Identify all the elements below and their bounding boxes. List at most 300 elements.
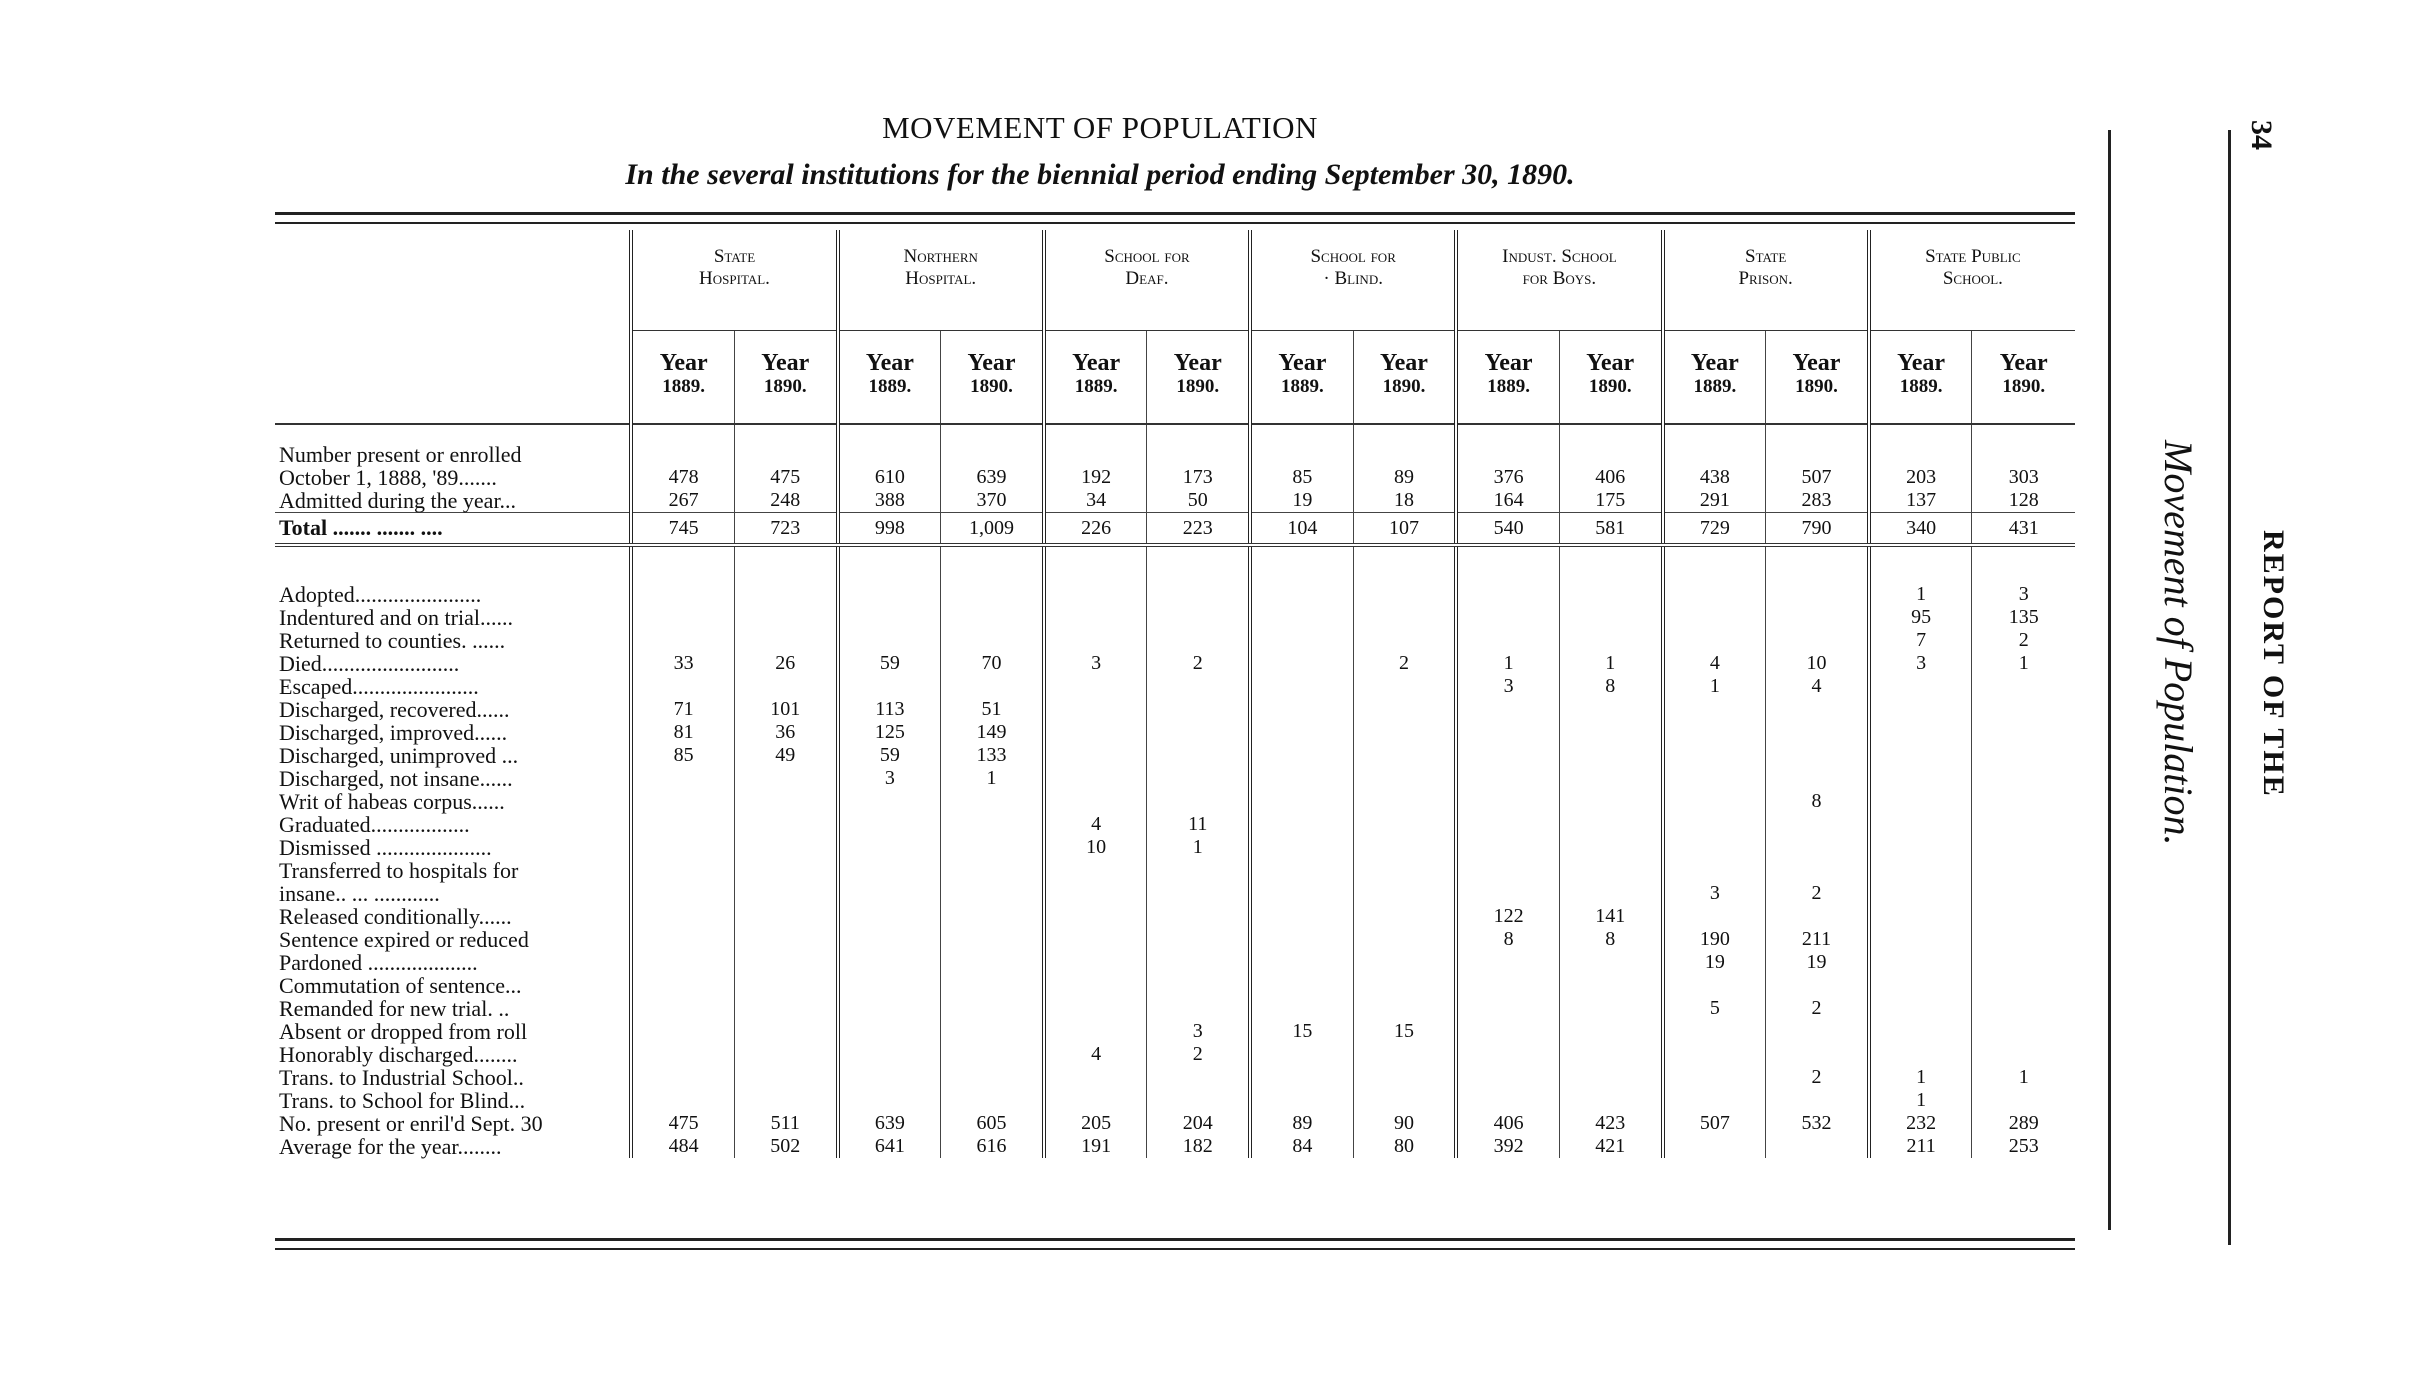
value-cell [1766, 698, 1869, 721]
institution-name-line2: Prison. [1738, 268, 1793, 289]
value-cell [1147, 767, 1250, 790]
value-cell [1869, 675, 1972, 698]
value-cell: 8 [1766, 790, 1869, 813]
value-cell: 431 [1972, 513, 2075, 546]
value-cell [941, 443, 1044, 466]
value-cell [1456, 744, 1559, 767]
value-cell: 125 [838, 721, 941, 744]
value-cell: 89 [1250, 1112, 1353, 1135]
value-cell [1250, 744, 1353, 767]
year-header-row [275, 331, 2075, 425]
row-label: Escaped....................... [279, 674, 479, 699]
value-cell [1147, 905, 1250, 928]
value-cell [1869, 928, 1972, 951]
spacer-cell [1250, 565, 1353, 583]
value-cell [1353, 974, 1456, 997]
value-cell [941, 790, 1044, 813]
value-cell: 1 [1147, 836, 1250, 859]
row-label: Discharged, improved...... [279, 720, 508, 745]
value-cell [734, 905, 837, 928]
spacer-cell [1766, 565, 1869, 583]
value-cell [1250, 790, 1353, 813]
value-cell [1250, 882, 1353, 905]
year-value: 1889. [1899, 376, 1943, 397]
year-column-header [1044, 331, 1147, 425]
table-row [275, 1135, 2075, 1158]
value-cell: 5 [1663, 997, 1766, 1020]
value-cell: 4 [1044, 1043, 1147, 1066]
institution-header [631, 230, 837, 331]
table-row [275, 1066, 2075, 1089]
spacer-cell [1663, 424, 1766, 443]
value-cell [1456, 997, 1559, 1020]
value-cell [1044, 790, 1147, 813]
value-cell [1044, 606, 1147, 629]
value-cell [1559, 1089, 1662, 1112]
value-cell [1559, 744, 1662, 767]
spacer-cell [1972, 565, 2075, 583]
value-cell [1353, 1043, 1456, 1066]
value-cell: 232 [1869, 1112, 1972, 1135]
value-cell [631, 974, 734, 997]
value-cell: 49 [734, 744, 837, 767]
value-cell [631, 997, 734, 1020]
value-cell [1044, 974, 1147, 997]
value-cell [1250, 974, 1353, 997]
value-cell [631, 675, 734, 698]
value-cell: 133 [941, 744, 1044, 767]
spacer-cell [734, 424, 837, 443]
value-cell [1456, 813, 1559, 836]
row-label: Discharged, unimproved ... [279, 743, 519, 768]
value-cell [734, 790, 837, 813]
value-cell [1869, 997, 1972, 1020]
value-cell [1766, 629, 1869, 652]
row-label: Discharged, not insane...... [279, 766, 513, 791]
value-cell [1353, 767, 1456, 790]
value-cell [838, 790, 941, 813]
value-cell: 406 [1456, 1112, 1559, 1135]
spacer-cell [1353, 424, 1456, 443]
value-cell [1559, 997, 1662, 1020]
value-cell [1456, 836, 1559, 859]
value-cell [941, 1066, 1044, 1089]
value-cell [838, 583, 941, 606]
value-cell [734, 951, 837, 974]
value-cell: 84 [1250, 1135, 1353, 1158]
spacer-cell [1044, 424, 1147, 443]
value-cell [631, 1020, 734, 1043]
value-cell [1869, 767, 1972, 790]
value-cell [1044, 583, 1147, 606]
value-cell [1456, 1089, 1559, 1112]
value-cell [1456, 698, 1559, 721]
spacer-cell [1147, 565, 1250, 583]
row-label: No. present or enril'd Sept. 30 [279, 1111, 543, 1136]
year-label: Year [1484, 350, 1533, 376]
spacer-row [275, 545, 2075, 565]
institution-header [1250, 230, 1456, 331]
institution-name-line2: Deaf. [1125, 268, 1169, 289]
value-cell [1972, 1043, 2075, 1066]
value-cell: 122 [1456, 905, 1559, 928]
value-cell [631, 1089, 734, 1112]
spacer-cell [1663, 565, 1766, 583]
row-label: Released conditionally...... [279, 904, 512, 929]
value-cell [1353, 721, 1456, 744]
value-cell [1559, 882, 1662, 905]
value-cell: 1 [941, 767, 1044, 790]
value-cell: 11 [1147, 813, 1250, 836]
year-value: 1890. [1795, 376, 1838, 397]
value-cell [734, 1089, 837, 1112]
page-number: 34 [2245, 120, 2278, 150]
value-cell: 8 [1559, 675, 1662, 698]
spacer-cell [1456, 565, 1559, 583]
spacer-cell [1044, 565, 1147, 583]
row-label: Pardoned .................... [279, 950, 478, 975]
value-cell: 2 [1972, 629, 2075, 652]
value-cell [1250, 698, 1353, 721]
value-cell [1250, 997, 1353, 1020]
table-row [275, 1043, 2075, 1066]
value-cell [1972, 836, 2075, 859]
value-cell [941, 606, 1044, 629]
value-cell: 226 [1044, 513, 1147, 546]
value-cell [1147, 859, 1250, 882]
value-cell [838, 928, 941, 951]
table-row [275, 813, 2075, 836]
value-cell [1663, 721, 1766, 744]
value-cell [1147, 928, 1250, 951]
value-cell [631, 1066, 734, 1089]
value-cell [1147, 629, 1250, 652]
value-cell [1147, 1089, 1250, 1112]
row-label: Indentured and on trial...... [279, 605, 513, 630]
value-cell: 205 [1044, 1112, 1147, 1135]
value-cell [1559, 1066, 1662, 1089]
spacer-cell [1663, 545, 1766, 565]
value-cell [941, 1089, 1044, 1112]
table-row [275, 744, 2075, 767]
value-cell [941, 997, 1044, 1020]
value-cell [1044, 882, 1147, 905]
row-label: Absent or dropped from roll [279, 1019, 528, 1044]
value-cell: 18 [1353, 489, 1456, 513]
value-cell [631, 790, 734, 813]
spacer-cell [1972, 424, 2075, 443]
spacer-cell [1250, 424, 1353, 443]
value-cell: 475 [734, 466, 837, 489]
value-cell [941, 951, 1044, 974]
year-column-header [1766, 331, 1869, 425]
value-cell [1147, 790, 1250, 813]
value-cell: 605 [941, 1112, 1044, 1135]
spacer-cell [1766, 424, 1869, 443]
spacer-cell [1869, 424, 1972, 443]
value-cell [1044, 629, 1147, 652]
margin-bar-left [2108, 130, 2111, 1230]
value-cell [734, 629, 837, 652]
table-row [275, 652, 2075, 675]
value-cell: 370 [941, 489, 1044, 513]
value-cell: 7 [1869, 629, 1972, 652]
value-cell [1869, 721, 1972, 744]
value-cell [1353, 790, 1456, 813]
value-cell [734, 813, 837, 836]
spacer-cell [1456, 424, 1559, 443]
value-cell [941, 1020, 1044, 1043]
value-cell: 95 [1869, 606, 1972, 629]
table-row [275, 698, 2075, 721]
row-label: Trans. to School for Blind... [279, 1088, 526, 1113]
value-cell [838, 629, 941, 652]
value-cell: 502 [734, 1135, 837, 1158]
value-cell [1250, 721, 1353, 744]
value-cell: 745 [631, 513, 734, 546]
value-cell: 729 [1663, 513, 1766, 546]
value-cell [1766, 836, 1869, 859]
value-cell [1559, 629, 1662, 652]
spacer-cell [631, 424, 734, 443]
institution-name-line2: Hospital. [699, 268, 770, 289]
value-cell [1972, 997, 2075, 1020]
value-cell [1972, 1020, 2075, 1043]
row-label: insane.. ... ............ [279, 881, 440, 906]
value-cell [1456, 790, 1559, 813]
spacer-cell [1972, 545, 2075, 565]
value-cell: 137 [1869, 489, 1972, 513]
value-cell [838, 606, 941, 629]
institution-name-line2: Hospital. [905, 268, 977, 289]
value-cell [734, 767, 837, 790]
value-cell [1044, 859, 1147, 882]
value-cell [1972, 905, 2075, 928]
value-cell [631, 882, 734, 905]
value-cell [1766, 744, 1869, 767]
institution-name-line2: · Blind. [1323, 268, 1383, 289]
value-cell [941, 836, 1044, 859]
table-row [275, 790, 2075, 813]
value-cell: 3 [1663, 882, 1766, 905]
value-cell [941, 675, 1044, 698]
year-label: Year [1792, 350, 1841, 376]
value-cell: 376 [1456, 466, 1559, 489]
spacer-row [275, 565, 2075, 583]
row-label: Transferred to hospitals for [279, 858, 519, 883]
value-cell: 182 [1147, 1135, 1250, 1158]
value-cell [1147, 974, 1250, 997]
value-cell: 406 [1559, 466, 1662, 489]
year-column-header [1456, 331, 1559, 425]
value-cell [1456, 951, 1559, 974]
value-cell [1250, 1066, 1353, 1089]
value-cell [1147, 698, 1250, 721]
value-cell: 507 [1766, 466, 1869, 489]
spacer-cell [1147, 424, 1250, 443]
year-label: Year [1897, 350, 1946, 376]
year-label: Year [1379, 350, 1428, 376]
value-cell: 790 [1766, 513, 1869, 546]
value-cell: 421 [1559, 1135, 1662, 1158]
value-cell [1147, 443, 1250, 466]
value-cell [1559, 790, 1662, 813]
table-row [275, 489, 2075, 513]
value-cell: 1 [1869, 1089, 1972, 1112]
value-cell: 253 [1972, 1135, 2075, 1158]
value-cell [1559, 721, 1662, 744]
value-cell [838, 443, 941, 466]
year-column-header [1147, 331, 1250, 425]
value-cell [838, 974, 941, 997]
value-cell [1353, 675, 1456, 698]
value-cell [838, 951, 941, 974]
value-cell: 85 [1250, 466, 1353, 489]
value-cell [1766, 974, 1869, 997]
value-cell [734, 997, 837, 1020]
table-row [275, 928, 2075, 951]
year-column-header [1250, 331, 1353, 425]
value-cell [1456, 1066, 1559, 1089]
row-label: October 1, 1888, '89....... [279, 465, 497, 490]
value-cell: 10 [1766, 652, 1869, 675]
value-cell [1250, 928, 1353, 951]
value-cell: 507 [1663, 1112, 1766, 1135]
row-label: Writ of habeas corpus...... [279, 789, 505, 814]
value-cell [1663, 790, 1766, 813]
value-cell: 540 [1456, 513, 1559, 546]
value-cell [1869, 974, 1972, 997]
value-cell [1663, 1066, 1766, 1089]
year-label: Year [1690, 350, 1739, 376]
table-row [275, 767, 2075, 790]
running-head-report: REPORT OF THE [2257, 530, 2290, 798]
value-cell [1972, 813, 2075, 836]
value-cell: 2 [1766, 882, 1869, 905]
institution-name-line2: School. [1942, 268, 2003, 289]
year-label: Year [1278, 350, 1327, 376]
value-cell [1147, 583, 1250, 606]
year-value: 1889. [868, 376, 912, 397]
value-cell: 478 [631, 466, 734, 489]
year-value: 1889. [1280, 376, 1324, 397]
year-column-header [1559, 331, 1662, 425]
institution-name-line1: Indust. School [1502, 246, 1617, 267]
value-cell [1456, 767, 1559, 790]
row-label: Trans. to Industrial School.. [279, 1065, 524, 1090]
value-cell [1044, 1020, 1147, 1043]
row-label: Commutation of sentence... [279, 973, 522, 998]
table-row [275, 859, 2075, 882]
spacer-cell [1353, 545, 1456, 565]
year-value: 1890. [970, 376, 1013, 397]
value-cell [1559, 951, 1662, 974]
value-cell [941, 583, 1044, 606]
value-cell [1250, 836, 1353, 859]
value-cell [1044, 928, 1147, 951]
spacer-cell [631, 545, 734, 565]
value-cell [1869, 859, 1972, 882]
value-cell [1972, 859, 2075, 882]
value-cell [1456, 974, 1559, 997]
value-cell [734, 882, 837, 905]
institution-name-line1: School for [1310, 246, 1396, 267]
value-cell [1869, 813, 1972, 836]
value-cell [1559, 698, 1662, 721]
table-row [275, 1112, 2075, 1135]
value-cell: 1 [1559, 652, 1662, 675]
value-cell [1766, 1043, 1869, 1066]
value-cell [1250, 629, 1353, 652]
value-cell [1147, 721, 1250, 744]
value-cell [631, 583, 734, 606]
institution-header [1044, 230, 1250, 331]
margin-bar-right [2228, 130, 2231, 1245]
value-cell [1044, 1089, 1147, 1112]
value-cell [1250, 1043, 1353, 1066]
value-cell: 1 [1456, 652, 1559, 675]
spacer-cell [1353, 565, 1456, 583]
value-cell [1766, 1135, 1869, 1158]
value-cell: 90 [1353, 1112, 1456, 1135]
year-label: Year [1586, 350, 1635, 376]
value-cell [1869, 951, 1972, 974]
value-cell: 149 [941, 721, 1044, 744]
value-cell [1972, 721, 2075, 744]
value-cell [1456, 1020, 1559, 1043]
spacer-cell [1044, 545, 1147, 565]
row-label: Total ....... ....... .... [275, 513, 631, 546]
value-cell: 19 [1250, 489, 1353, 513]
value-cell: 10 [1044, 836, 1147, 859]
value-cell [1869, 1020, 1972, 1043]
value-cell [1559, 767, 1662, 790]
value-cell [1766, 813, 1869, 836]
value-cell: 26 [734, 652, 837, 675]
value-cell [734, 859, 837, 882]
spacer-cell [1147, 545, 1250, 565]
row-label: Graduated.................. [279, 812, 470, 837]
value-cell: 190 [1663, 928, 1766, 951]
value-cell [1044, 744, 1147, 767]
value-cell: 3 [1044, 652, 1147, 675]
spacer-cell [941, 565, 1044, 583]
value-cell [1044, 767, 1147, 790]
table-row [275, 1089, 2075, 1112]
value-cell [1663, 767, 1766, 790]
value-cell [1044, 951, 1147, 974]
value-cell: 80 [1353, 1135, 1456, 1158]
year-label: Year [1999, 350, 2048, 376]
value-cell [631, 629, 734, 652]
value-cell [1250, 951, 1353, 974]
value-cell [1869, 882, 1972, 905]
table-row [275, 951, 2075, 974]
value-cell [1353, 928, 1456, 951]
value-cell [1250, 675, 1353, 698]
spacer-cell [941, 424, 1044, 443]
value-cell: 340 [1869, 513, 1972, 546]
table-row [275, 905, 2075, 928]
value-cell: 211 [1766, 928, 1869, 951]
value-cell [1972, 974, 2075, 997]
value-cell [941, 905, 1044, 928]
year-value: 1890. [2002, 376, 2046, 397]
population-table [275, 230, 2075, 1158]
value-cell [1353, 997, 1456, 1020]
value-cell [734, 1043, 837, 1066]
value-cell [838, 1020, 941, 1043]
